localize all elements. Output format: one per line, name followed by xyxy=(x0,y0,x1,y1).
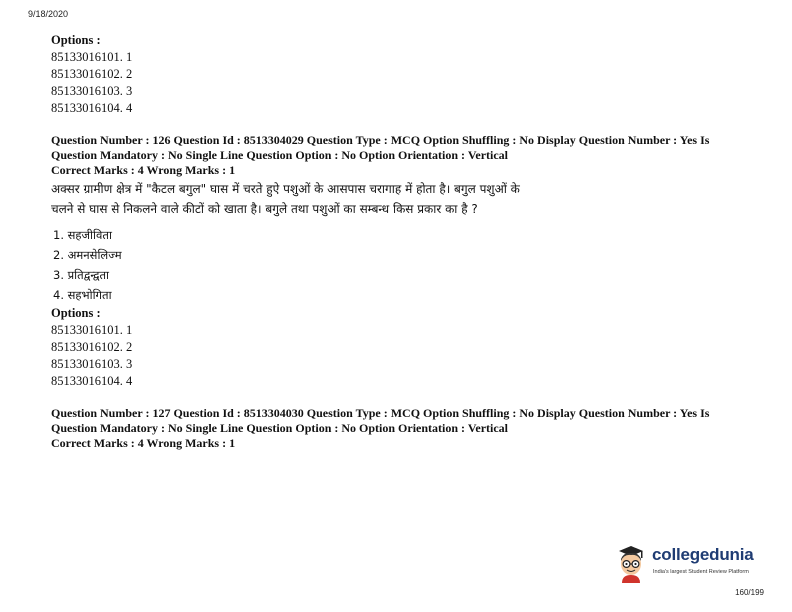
question-text-line: अक्सर ग्रामीण क्षेत्र में "कैटल बगुल" घास में चरते हुऐ पशुओं के आसपास चरागाह में होता है। बगुल पशुओं के xyxy=(51,182,520,196)
question-126 xyxy=(51,133,751,390)
logo-wordmark: collegedunia xyxy=(652,545,754,564)
option-line: 85133016103. 3 xyxy=(51,84,133,98)
options-label: Options : xyxy=(51,306,101,320)
answer-choice: 3. प्रतिद्वन्द्वता xyxy=(53,268,110,282)
mascot-icon xyxy=(616,543,646,583)
answer-choice: 1. सहजीविता xyxy=(53,228,112,242)
option-line: 85133016102. 2 xyxy=(51,67,133,81)
question-meta-line: Question Number : 126 Question Id : 8513304029 Question Type : MCQ Option Shuffling : No Display Question Number : Yes Is xyxy=(51,133,710,147)
answer-choice: 4. सहभोगिता xyxy=(53,288,112,302)
question-text-line: चलने से घास से निकलने वाले कीटों को खाता है। बगुले तथा पशुओं का सम्बन्ध किस प्रकार का है ? xyxy=(51,202,478,216)
option-line: 85133016104. 4 xyxy=(51,374,133,388)
question-meta-line: Question Number : 127 Question Id : 8513304030 Question Type : MCQ Option Shuffling : No Display Question Number : Yes Is xyxy=(51,406,710,420)
collegedunia-logo xyxy=(616,543,766,585)
document-body xyxy=(51,32,751,451)
option-line: 85133016101. 1 xyxy=(51,323,133,337)
page-number: 160/199 xyxy=(735,588,764,597)
answer-choices xyxy=(53,225,751,305)
question-marks: Correct Marks : 4 Wrong Marks : 1 xyxy=(51,163,236,177)
logo-tagline: India's largest Student Review Platform xyxy=(653,569,749,575)
answer-choice: 2. अमनसेलिज्म xyxy=(53,248,122,262)
option-line: 85133016102. 2 xyxy=(51,340,133,354)
question-meta-line: Question Mandatory : No Single Line Question Option : No Option Orientation : Vertical xyxy=(51,421,509,435)
options-block-top xyxy=(51,32,751,117)
question-127 xyxy=(51,406,751,451)
print-date: 9/18/2020 xyxy=(28,9,69,19)
option-line: 85133016103. 3 xyxy=(51,357,133,371)
question-marks: Correct Marks : 4 Wrong Marks : 1 xyxy=(51,436,236,450)
question-text xyxy=(51,179,751,219)
options-label: Options : xyxy=(51,33,101,47)
question-meta-line: Question Mandatory : No Single Line Question Option : No Option Orientation : Vertical xyxy=(51,148,509,162)
option-line: 85133016101. 1 xyxy=(51,50,133,64)
option-line: 85133016104. 4 xyxy=(51,101,133,115)
